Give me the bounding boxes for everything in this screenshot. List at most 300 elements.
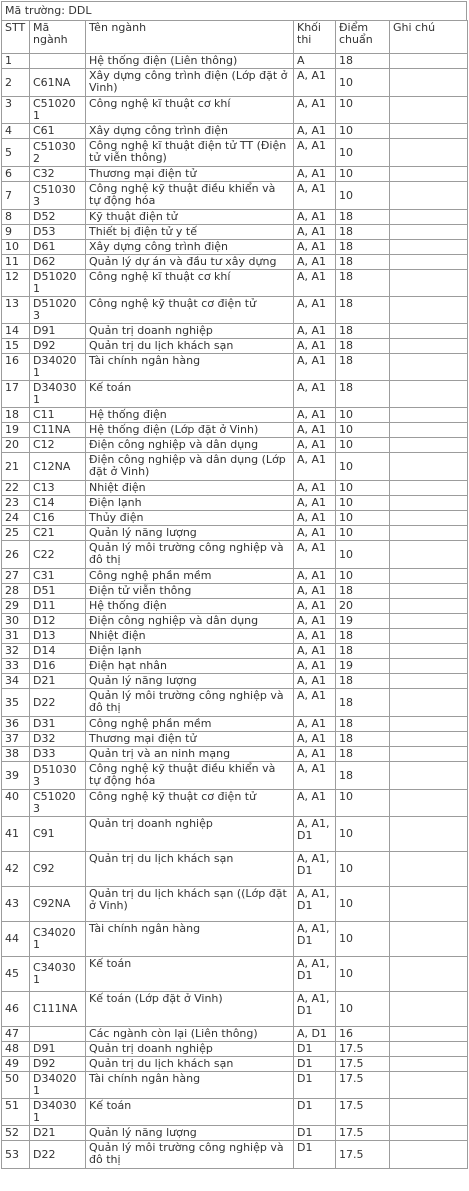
cell-ma-nganh: D53 xyxy=(30,225,86,240)
cell-khoi-thi: A, A1, D1 xyxy=(294,922,336,957)
table-row xyxy=(2,167,468,182)
table-row xyxy=(2,511,468,526)
cell-ghi-chu xyxy=(390,1042,468,1057)
cell-ghi-chu xyxy=(390,225,468,240)
cell-diem-chuan: 10 xyxy=(336,423,390,438)
cell-ghi-chu xyxy=(390,1027,468,1042)
cell-ten-nganh: Kế toán xyxy=(86,957,294,992)
cell-stt: 50 xyxy=(2,1072,30,1099)
cell-ten-nganh: Quản lý môi trường công nghiệp và đô thị xyxy=(86,541,294,569)
cell-diem-chuan: 10 xyxy=(336,790,390,817)
table-row xyxy=(2,354,468,381)
cell-khoi-thi: A, A1 xyxy=(294,674,336,689)
cell-stt: 1 xyxy=(2,54,30,69)
cell-ghi-chu xyxy=(390,381,468,408)
header-diem-chuan: Điểm chuẩn xyxy=(336,21,390,54)
cell-khoi-thi: A, A1, D1 xyxy=(294,817,336,852)
cell-ma-nganh: C13 xyxy=(30,481,86,496)
cell-khoi-thi: A, A1 xyxy=(294,526,336,541)
cell-ma-nganh: D92 xyxy=(30,1057,86,1072)
cell-ma-nganh xyxy=(30,1027,86,1042)
cell-ma-nganh: C32 xyxy=(30,167,86,182)
cell-ghi-chu xyxy=(390,922,468,957)
table-row xyxy=(2,297,468,324)
cell-ma-nganh: D510303 xyxy=(30,762,86,790)
cell-khoi-thi: A, A1 xyxy=(294,339,336,354)
table-row xyxy=(2,957,468,992)
cell-ma-nganh: C510203 xyxy=(30,790,86,817)
cell-diem-chuan: 16 xyxy=(336,1027,390,1042)
cell-ma-nganh: D21 xyxy=(30,1126,86,1141)
cell-ten-nganh: Kế toán (Lớp đặt ở Vinh) xyxy=(86,992,294,1027)
table-row xyxy=(2,569,468,584)
cell-khoi-thi: A, A1 xyxy=(294,762,336,790)
cell-diem-chuan: 10 xyxy=(336,167,390,182)
cell-ma-nganh: D13 xyxy=(30,629,86,644)
cell-ten-nganh: Hệ thống điện (Lớp đặt ở Vinh) xyxy=(86,423,294,438)
cell-diem-chuan: 18 xyxy=(336,297,390,324)
cell-ten-nganh: Điện lạnh xyxy=(86,496,294,511)
cell-ma-nganh: D51 xyxy=(30,584,86,599)
cell-ghi-chu xyxy=(390,139,468,167)
table-row xyxy=(2,324,468,339)
cell-ma-nganh: D340201 xyxy=(30,354,86,381)
cell-diem-chuan: 18 xyxy=(336,240,390,255)
table-header-row xyxy=(2,21,468,54)
cell-ghi-chu xyxy=(390,817,468,852)
cell-stt: 12 xyxy=(2,270,30,297)
cell-ghi-chu xyxy=(390,732,468,747)
cell-ghi-chu xyxy=(390,240,468,255)
cell-khoi-thi: A, A1 xyxy=(294,124,336,139)
table-row xyxy=(2,408,468,423)
cell-stt: 37 xyxy=(2,732,30,747)
cell-ma-nganh: C21 xyxy=(30,526,86,541)
cell-khoi-thi: A, A1 xyxy=(294,354,336,381)
cell-ghi-chu xyxy=(390,255,468,270)
cell-stt: 29 xyxy=(2,599,30,614)
cell-ten-nganh: Thương mại điện tử xyxy=(86,167,294,182)
cell-ghi-chu xyxy=(390,511,468,526)
cell-diem-chuan: 18 xyxy=(336,747,390,762)
cell-diem-chuan: 10 xyxy=(336,139,390,167)
cell-khoi-thi: A, A1 xyxy=(294,167,336,182)
cell-ghi-chu xyxy=(390,689,468,717)
cell-ma-nganh: C340301 xyxy=(30,957,86,992)
cell-khoi-thi: A, A1 xyxy=(294,381,336,408)
cell-ghi-chu xyxy=(390,69,468,97)
table-caption: Mã trường: DDL xyxy=(1,1,467,20)
cell-ten-nganh: Công nghệ kỹ thuật cơ điện tử xyxy=(86,790,294,817)
cell-stt: 43 xyxy=(2,887,30,922)
cell-ten-nganh: Hệ thống điện (Liên thông) xyxy=(86,54,294,69)
cell-ten-nganh: Thủy điện xyxy=(86,511,294,526)
cell-ten-nganh: Điện tử viễn thông xyxy=(86,584,294,599)
cell-diem-chuan: 20 xyxy=(336,599,390,614)
cell-ghi-chu xyxy=(390,167,468,182)
cell-khoi-thi: A, D1 xyxy=(294,1027,336,1042)
cell-khoi-thi: A, A1 xyxy=(294,255,336,270)
cell-ma-nganh: D11 xyxy=(30,599,86,614)
table-row xyxy=(2,182,468,210)
cell-khoi-thi: D1 xyxy=(294,1042,336,1057)
table-row xyxy=(2,97,468,124)
cell-ghi-chu xyxy=(390,124,468,139)
cell-ten-nganh: Hệ thống điện xyxy=(86,408,294,423)
table-row xyxy=(2,1027,468,1042)
cell-diem-chuan: 10 xyxy=(336,569,390,584)
cell-stt: 16 xyxy=(2,354,30,381)
cell-ma-nganh: D16 xyxy=(30,659,86,674)
cell-ma-nganh: D14 xyxy=(30,644,86,659)
cell-khoi-thi: A, A1 xyxy=(294,747,336,762)
cell-khoi-thi: A, A1 xyxy=(294,210,336,225)
cell-ma-nganh: C11NA xyxy=(30,423,86,438)
cell-diem-chuan: 10 xyxy=(336,69,390,97)
cell-ten-nganh: Quản lý năng lượng xyxy=(86,674,294,689)
cell-khoi-thi: D1 xyxy=(294,1099,336,1126)
cell-ma-nganh: D62 xyxy=(30,255,86,270)
cell-khoi-thi: A, A1 xyxy=(294,139,336,167)
cell-diem-chuan: 17.5 xyxy=(336,1072,390,1099)
cell-stt: 7 xyxy=(2,182,30,210)
cell-diem-chuan: 10 xyxy=(336,817,390,852)
cell-ma-nganh: D340201 xyxy=(30,1072,86,1099)
cell-ghi-chu xyxy=(390,1057,468,1072)
cell-stt: 36 xyxy=(2,717,30,732)
table-row xyxy=(2,240,468,255)
cell-diem-chuan: 10 xyxy=(336,992,390,1027)
table-row xyxy=(2,453,468,481)
cell-stt: 34 xyxy=(2,674,30,689)
table-row xyxy=(2,644,468,659)
cell-khoi-thi: A, A1, D1 xyxy=(294,852,336,887)
table-row xyxy=(2,1141,468,1169)
cell-stt: 33 xyxy=(2,659,30,674)
cell-ma-nganh: C61NA xyxy=(30,69,86,97)
cell-ten-nganh: Quản trị du lịch khách sạn ((Lớp đặt ở Vinh) xyxy=(86,887,294,922)
cell-ten-nganh: Điện công nghiệp và dân dụng (Lớp đặt ở Vinh) xyxy=(86,453,294,481)
cell-ghi-chu xyxy=(390,481,468,496)
cell-ma-nganh: C12NA xyxy=(30,453,86,481)
cell-khoi-thi: A, A1 xyxy=(294,225,336,240)
cell-ten-nganh: Hệ thống điện xyxy=(86,599,294,614)
cell-khoi-thi: A, A1 xyxy=(294,511,336,526)
cell-ma-nganh: D92 xyxy=(30,339,86,354)
cell-diem-chuan: 10 xyxy=(336,481,390,496)
cell-diem-chuan: 18 xyxy=(336,339,390,354)
cell-ten-nganh: Công nghệ kĩ thuật cơ khí xyxy=(86,270,294,297)
cell-ghi-chu xyxy=(390,408,468,423)
cell-stt: 8 xyxy=(2,210,30,225)
cell-ma-nganh: D61 xyxy=(30,240,86,255)
cell-khoi-thi: A, A1 xyxy=(294,732,336,747)
cell-ten-nganh: Điện công nghiệp và dân dụng xyxy=(86,614,294,629)
cell-ma-nganh: D31 xyxy=(30,717,86,732)
cell-ghi-chu xyxy=(390,852,468,887)
table-row xyxy=(2,339,468,354)
cell-ghi-chu xyxy=(390,496,468,511)
cell-ghi-chu xyxy=(390,324,468,339)
cell-ten-nganh: Quản trị doanh nghiệp xyxy=(86,817,294,852)
cell-ten-nganh: Kế toán xyxy=(86,1099,294,1126)
cell-khoi-thi: A, A1 xyxy=(294,569,336,584)
table-row xyxy=(2,732,468,747)
cell-diem-chuan: 10 xyxy=(336,852,390,887)
table-row xyxy=(2,481,468,496)
table-row xyxy=(2,54,468,69)
cell-ma-nganh: D21 xyxy=(30,674,86,689)
cell-ten-nganh: Kỹ thuật điện tử xyxy=(86,210,294,225)
cell-ten-nganh: Công nghệ kỹ thuật cơ điện tử xyxy=(86,297,294,324)
cell-ghi-chu xyxy=(390,97,468,124)
cell-diem-chuan: 17.5 xyxy=(336,1141,390,1169)
table-row xyxy=(2,423,468,438)
cell-ghi-chu xyxy=(390,614,468,629)
cell-ma-nganh: C22 xyxy=(30,541,86,569)
cell-diem-chuan: 17.5 xyxy=(336,1099,390,1126)
cell-stt: 3 xyxy=(2,97,30,124)
table-row xyxy=(2,1072,468,1099)
cell-ghi-chu xyxy=(390,569,468,584)
cell-khoi-thi: A, A1 xyxy=(294,790,336,817)
cell-khoi-thi: A, A1 xyxy=(294,614,336,629)
cell-ghi-chu xyxy=(390,887,468,922)
cell-stt: 49 xyxy=(2,1057,30,1072)
cell-ghi-chu xyxy=(390,599,468,614)
cell-ma-nganh: D510203 xyxy=(30,297,86,324)
cell-khoi-thi: A, A1, D1 xyxy=(294,992,336,1027)
cell-ten-nganh: Công nghệ kĩ thuật điện tử TT (Điện tử viễn thông) xyxy=(86,139,294,167)
cell-diem-chuan: 19 xyxy=(336,659,390,674)
cell-diem-chuan: 10 xyxy=(336,541,390,569)
table-row xyxy=(2,1126,468,1141)
table-row xyxy=(2,541,468,569)
cell-ten-nganh: Công nghệ kỹ thuật điều khiển và tự động hóa xyxy=(86,182,294,210)
cell-ten-nganh: Điện hạt nhân xyxy=(86,659,294,674)
cell-stt: 53 xyxy=(2,1141,30,1169)
cell-ma-nganh: D510201 xyxy=(30,270,86,297)
table-row xyxy=(2,817,468,852)
table-row xyxy=(2,139,468,167)
cell-diem-chuan: 10 xyxy=(336,511,390,526)
cell-khoi-thi: D1 xyxy=(294,1141,336,1169)
cell-ghi-chu xyxy=(390,1099,468,1126)
cell-ghi-chu xyxy=(390,584,468,599)
cell-diem-chuan: 10 xyxy=(336,496,390,511)
cell-khoi-thi: A, A1 xyxy=(294,453,336,481)
cell-ten-nganh: Tài chính ngân hàng xyxy=(86,354,294,381)
table-row xyxy=(2,629,468,644)
cell-stt: 21 xyxy=(2,453,30,481)
table-row xyxy=(2,270,468,297)
cell-ten-nganh: Công nghệ kỹ thuật điều khiển và tự động hóa xyxy=(86,762,294,790)
table-row xyxy=(2,790,468,817)
cell-ghi-chu xyxy=(390,182,468,210)
cell-diem-chuan: 18 xyxy=(336,629,390,644)
header-stt: STT xyxy=(2,21,30,54)
cell-ten-nganh: Xây dựng công trình điện (Lớp đặt ở Vinh) xyxy=(86,69,294,97)
cell-ten-nganh: Quản lý năng lượng xyxy=(86,1126,294,1141)
table-row xyxy=(2,381,468,408)
cell-stt: 28 xyxy=(2,584,30,599)
cell-stt: 17 xyxy=(2,381,30,408)
cell-ma-nganh: D32 xyxy=(30,732,86,747)
cell-ten-nganh: Thiết bị điện tử y tế xyxy=(86,225,294,240)
table-row xyxy=(2,614,468,629)
cell-stt: 15 xyxy=(2,339,30,354)
cell-diem-chuan: 18 xyxy=(336,717,390,732)
cell-ghi-chu xyxy=(390,297,468,324)
table-row xyxy=(2,584,468,599)
cell-ma-nganh: C510302 xyxy=(30,139,86,167)
table-row xyxy=(2,922,468,957)
cell-stt: 9 xyxy=(2,225,30,240)
table-row xyxy=(2,438,468,453)
cell-khoi-thi: A, A1 xyxy=(294,324,336,339)
cell-diem-chuan: 18 xyxy=(336,255,390,270)
cell-ten-nganh: Xây dựng công trình điện xyxy=(86,240,294,255)
cell-diem-chuan: 18 xyxy=(336,324,390,339)
cell-khoi-thi: A, A1 xyxy=(294,270,336,297)
cell-ten-nganh: Quản lý môi trường công nghiệp và đô thị xyxy=(86,1141,294,1169)
cell-stt: 32 xyxy=(2,644,30,659)
cell-ten-nganh: Công nghệ phần mềm xyxy=(86,569,294,584)
cell-ten-nganh: Quản lý môi trường công nghiệp và đô thị xyxy=(86,689,294,717)
cell-diem-chuan: 18 xyxy=(336,644,390,659)
cell-stt: 14 xyxy=(2,324,30,339)
header-ghi-chu: Ghi chú xyxy=(390,21,468,54)
cell-diem-chuan: 18 xyxy=(336,270,390,297)
header-ma-nganh: Mã ngành xyxy=(30,21,86,54)
cell-ten-nganh: Quản lý năng lượng xyxy=(86,526,294,541)
cell-diem-chuan: 10 xyxy=(336,453,390,481)
cell-stt: 13 xyxy=(2,297,30,324)
cell-ghi-chu xyxy=(390,659,468,674)
cell-stt: 2 xyxy=(2,69,30,97)
cell-ten-nganh: Các ngành còn lại (Liên thông) xyxy=(86,1027,294,1042)
table-row xyxy=(2,526,468,541)
cell-diem-chuan: 17.5 xyxy=(336,1126,390,1141)
cell-stt: 6 xyxy=(2,167,30,182)
cell-diem-chuan: 10 xyxy=(336,438,390,453)
cell-stt: 24 xyxy=(2,511,30,526)
header-ten-nganh: Tên ngành xyxy=(86,21,294,54)
cell-ma-nganh: D52 xyxy=(30,210,86,225)
cell-stt: 11 xyxy=(2,255,30,270)
cell-ten-nganh: Tài chính ngân hàng xyxy=(86,922,294,957)
cell-khoi-thi: A, A1 xyxy=(294,644,336,659)
table-row xyxy=(2,210,468,225)
table-row xyxy=(2,762,468,790)
cell-ten-nganh: Điện lạnh xyxy=(86,644,294,659)
cell-khoi-thi: A, A1 xyxy=(294,689,336,717)
cell-diem-chuan: 19 xyxy=(336,614,390,629)
cell-khoi-thi: A, A1 xyxy=(294,69,336,97)
cell-stt: 4 xyxy=(2,124,30,139)
cell-ten-nganh: Quản trị và an ninh mạng xyxy=(86,747,294,762)
cell-ma-nganh: C510201 xyxy=(30,97,86,124)
cell-diem-chuan: 18 xyxy=(336,689,390,717)
cell-diem-chuan: 18 xyxy=(336,762,390,790)
cell-khoi-thi: A, A1 xyxy=(294,438,336,453)
cell-ma-nganh: D12 xyxy=(30,614,86,629)
cell-ghi-chu xyxy=(390,339,468,354)
cell-ghi-chu xyxy=(390,270,468,297)
table-row xyxy=(2,717,468,732)
cell-diem-chuan: 10 xyxy=(336,526,390,541)
cell-diem-chuan: 18 xyxy=(336,354,390,381)
cell-ma-nganh: C92 xyxy=(30,852,86,887)
cell-ghi-chu xyxy=(390,438,468,453)
cell-ghi-chu xyxy=(390,957,468,992)
cell-ten-nganh: Quản trị doanh nghiệp xyxy=(86,1042,294,1057)
table-body xyxy=(2,54,468,1169)
cell-ten-nganh: Quản trị du lịch khách sạn xyxy=(86,339,294,354)
cell-ten-nganh: Thương mại điện tử xyxy=(86,732,294,747)
cell-ma-nganh: D91 xyxy=(30,324,86,339)
cell-diem-chuan: 18 xyxy=(336,225,390,240)
cell-ghi-chu xyxy=(390,790,468,817)
cell-ghi-chu xyxy=(390,1126,468,1141)
cell-ghi-chu xyxy=(390,747,468,762)
cell-stt: 26 xyxy=(2,541,30,569)
table-row xyxy=(2,689,468,717)
cell-stt: 48 xyxy=(2,1042,30,1057)
cell-ghi-chu xyxy=(390,629,468,644)
cell-diem-chuan: 10 xyxy=(336,887,390,922)
cell-stt: 38 xyxy=(2,747,30,762)
table-row xyxy=(2,747,468,762)
cell-stt: 10 xyxy=(2,240,30,255)
cell-diem-chuan: 10 xyxy=(336,922,390,957)
cell-diem-chuan: 17.5 xyxy=(336,1042,390,1057)
cell-stt: 18 xyxy=(2,408,30,423)
cell-khoi-thi: A, A1 xyxy=(294,659,336,674)
cell-ghi-chu xyxy=(390,1141,468,1169)
cell-khoi-thi: A, A1 xyxy=(294,629,336,644)
cell-stt: 19 xyxy=(2,423,30,438)
cell-khoi-thi: A, A1 xyxy=(294,599,336,614)
admission-table-container xyxy=(1,1,467,1169)
cell-ten-nganh: Quản trị doanh nghiệp xyxy=(86,324,294,339)
cell-ten-nganh: Công nghệ phần mềm xyxy=(86,717,294,732)
cell-stt: 42 xyxy=(2,852,30,887)
cell-ma-nganh: C340201 xyxy=(30,922,86,957)
cell-ghi-chu xyxy=(390,674,468,689)
cell-stt: 52 xyxy=(2,1126,30,1141)
cell-ma-nganh: C14 xyxy=(30,496,86,511)
table-row xyxy=(2,69,468,97)
cell-stt: 20 xyxy=(2,438,30,453)
cell-diem-chuan: 18 xyxy=(336,210,390,225)
cell-khoi-thi: A, A1 xyxy=(294,496,336,511)
cell-diem-chuan: 10 xyxy=(336,408,390,423)
cell-diem-chuan: 18 xyxy=(336,381,390,408)
cell-ma-nganh: D91 xyxy=(30,1042,86,1057)
cell-khoi-thi: A, A1 xyxy=(294,423,336,438)
cell-ghi-chu xyxy=(390,1072,468,1099)
cell-stt: 44 xyxy=(2,922,30,957)
cell-ma-nganh: C11 xyxy=(30,408,86,423)
table-row xyxy=(2,496,468,511)
cell-ma-nganh: D33 xyxy=(30,747,86,762)
cell-ten-nganh: Xây dựng công trình điện xyxy=(86,124,294,139)
cell-ma-nganh: D340301 xyxy=(30,381,86,408)
cell-stt: 23 xyxy=(2,496,30,511)
table-row xyxy=(2,225,468,240)
cell-diem-chuan: 10 xyxy=(336,182,390,210)
